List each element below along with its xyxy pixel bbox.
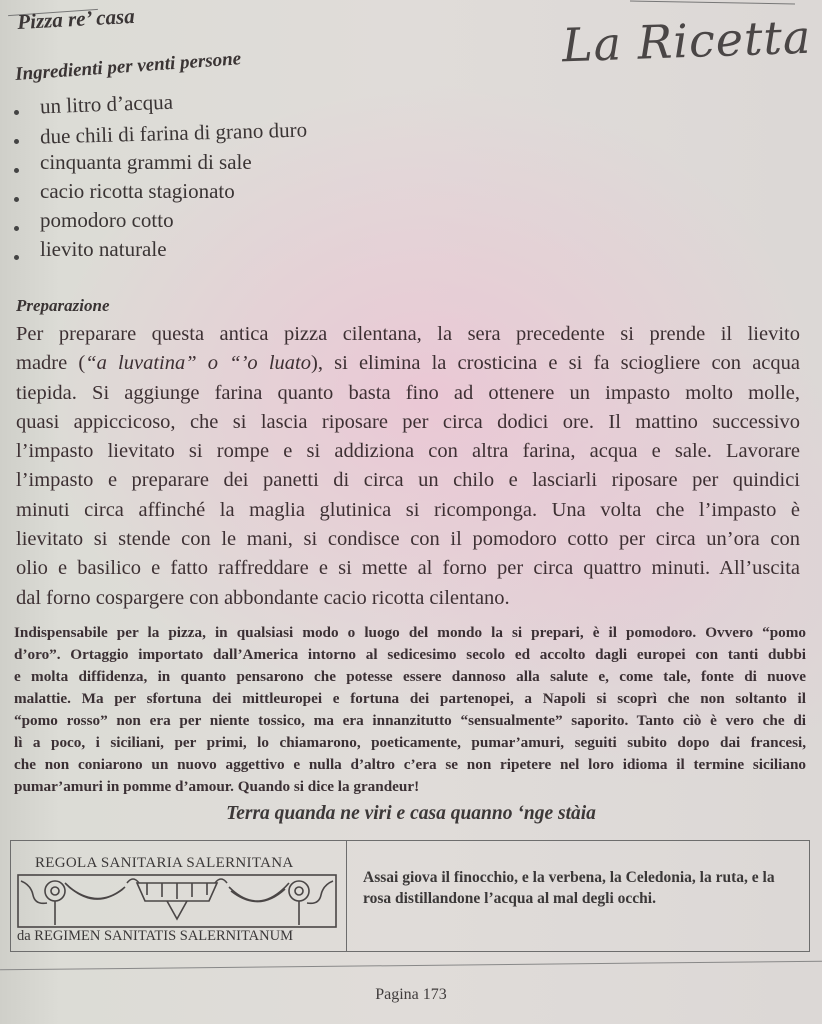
page-number: Pagina 173 bbox=[375, 986, 447, 1003]
note-line: lì a poco, i siciliani, per primi, lo chiamarono, poeticamente, pumar’amuri, seguiti subito dopo dai francesi, bbox=[14, 734, 806, 751]
preparation-heading: Preparazione bbox=[16, 296, 110, 315]
footer-rule bbox=[0, 961, 822, 971]
prep-line: l’impasto e preparare dei panetti di circa un chilo e lasciarli riposare per quindici bbox=[16, 469, 800, 492]
prep-line: tiepida. Si aggiunge farina quanto basta fino ad ottenere un impasto molto molle, bbox=[16, 381, 800, 404]
note-line: Indispensabile per la pizza, in qualsiasi modo o luogo del mondo la si prepari, è il pomodoro. Ovvero “pomo bbox=[14, 624, 806, 641]
regola-sanitaria-box bbox=[10, 840, 810, 952]
prep-line: dal forno cospargere con abbondante cacio ricotta cilentano. bbox=[16, 586, 510, 609]
section-script-title: La Ricetta bbox=[561, 9, 813, 73]
note-line: d’oro”. Ortaggio importato dall’America intorno al sedicesimo secolo ed accolto dagli europei con tanti dubbi bbox=[14, 646, 806, 663]
tomato-history-note bbox=[14, 622, 806, 798]
book-page: Pizza re’ casa La Ricetta Ingredienti per venti persone un litro d’acqua due chili di farina di grano duro cinquanta grammi di sale cacio ricotta stagionato pomodoro cotto lievito naturale Preparazione Per preparare questa antica pizza cilentana, la sera precedente si prende il lievito madre (“a luvatina” o “’o luato), si elimina la crosticina e si fa sciogliere con acqua tiepida. Si aggiunge farina quanto basta fino ad ottenere un impasto molto molle, quasi appiccicoso, che si lascia riposare per circa dodici ore. Il mattino successivo l’impasto lievitato si rompe e si addiziona con altra farina, acqua e sale. Lavorare l’impasto e preparare dei panetti di circa un chilo e lasciarli riposare per quindici minuti circa affinché la maglia glutinica si ricomponga. Una volta che l’impasto è lievitato si stende con le mani, si condisce con il pomodoro cotto per circa un’ora con olio e basilico e fatto raffreddare e si mette al forno per circa quattro minuti. All’uscita dal forno cospargere con abbondante cacio ricotta cilentano. Indispensabile per la pizza, in qualsiasi modo o luogo del mondo la si prepari, è il pomodoro. Ovvero “pomo d’oro”. Ortaggio importato dall’America intorno al sedicesimo secolo ed accolto dagli europei con tanti dubbi e molta diffidenza, in quanto pensarono che potesse essere dannoso alla salute e, come tale, fonte di nuove malattie. Ma per sfortuna dei mittleuropei e fortuna dei partenopei, a Napoli si scoprì che non soltanto il “pomo rosso” non era per niente tossico, ma era innanzitutto “sensualmente” saporito. Tanto ciò è vero che di lì a poco, i siciliani, per primi, lo chiamarono, poeticamente, pumar’amuri, seguiti subito dopo dai francesi, che non coniarono un nuovo aggettivo e nulla d’altro c’era se non ripetere nel loro idioma il termine siciliano pumar’amuri in pomme d’amour. Quando si dice la grandeur! Terra quanda ne viri e casa quanno ‘nge stàia REGOLA SANITARIA SALERNITANA da REGIMEN SANITATIS SALERNITANUM Assai giova il finocchio, e la verbena, la Celedonia, la ruta, e la rosa distillandone l’acqua al mal degli occhi. Pagina 173 bbox=[0, 0, 822, 1024]
regola-quote-cell bbox=[347, 841, 809, 951]
regola-title: REGOLA SANITARIA SALERNITANA bbox=[35, 855, 294, 871]
bullet-icon bbox=[14, 168, 19, 173]
preparation-text bbox=[16, 320, 800, 613]
bullet-icon bbox=[14, 110, 19, 115]
prep-line: quasi appiccicoso, che si lascia riposare per circa dodici ore. Il mattino successivo bbox=[16, 410, 800, 433]
bullet-icon bbox=[14, 255, 19, 260]
bullet-icon bbox=[14, 226, 19, 231]
prep-line: minuti circa affinché la maglia glutinica si ricomponga. Una volta che l’impasto è bbox=[16, 498, 800, 521]
note-line: che non coniarono un nuovo aggettivo e nulla d’altro c’era se non ripetere nel loro idioma il termine siciliano bbox=[14, 756, 806, 773]
ornamental-garland-icon bbox=[17, 873, 337, 929]
bullet-icon bbox=[14, 197, 19, 202]
proverb: Terra quanda ne viri e casa quanno ‘nge stàia bbox=[226, 803, 596, 824]
regola-quote: Assai giova il finocchio, e la verbena, la Celedonia, la ruta, e la rosa distillandone l’acqua al mal degli occhi. bbox=[363, 869, 775, 907]
regola-emblem bbox=[11, 841, 347, 951]
note-line: malattie. Ma per sfortuna dei mittleuropei e fortuna dei partenopei, a Napoli si scoprì che non soltanto il bbox=[14, 690, 806, 707]
recipe-title: Pizza re’ casa bbox=[16, 3, 136, 35]
bullet-icon bbox=[14, 139, 19, 144]
prep-line: madre (“a luvatina” o “’o luato), si elimina la crosticina e si fa sciogliere con acqua bbox=[16, 352, 801, 375]
prep-line: olio e basilico e fatto raffreddare e si mette al forno per circa quattro minuti. All’uscita bbox=[16, 557, 800, 580]
note-line: pumar’amuri in pomme d’amour. Quando si dice la grandeur! bbox=[14, 778, 420, 795]
prep-line: lievitato si stende con le mani, si condisce con il pomodoro cotto per circa un’ora con bbox=[16, 528, 800, 551]
regola-subtitle: da REGIMEN SANITATIS SALERNITANUM bbox=[17, 928, 293, 944]
note-line: “pomo rosso” non era per niente tossico, ma era innanzitutto “sensualmente” saporito. Tanto ciò è vero che di bbox=[14, 712, 806, 729]
prep-line: l’impasto lievitato si rompe e si addiziona con altra farina, acqua e sale. Lavorare bbox=[16, 440, 800, 463]
note-line: e molta diffidenza, in quanto pensarono che potesse essere dannoso alla salute e, come tale, fonte di nuove bbox=[14, 668, 806, 685]
prep-line: Per preparare questa antica pizza cilentana, la sera precedente si prende il lievito bbox=[16, 323, 800, 345]
ingredients-heading: Ingredienti per venti persone bbox=[14, 48, 242, 86]
top-rule-right bbox=[630, 1, 795, 5]
